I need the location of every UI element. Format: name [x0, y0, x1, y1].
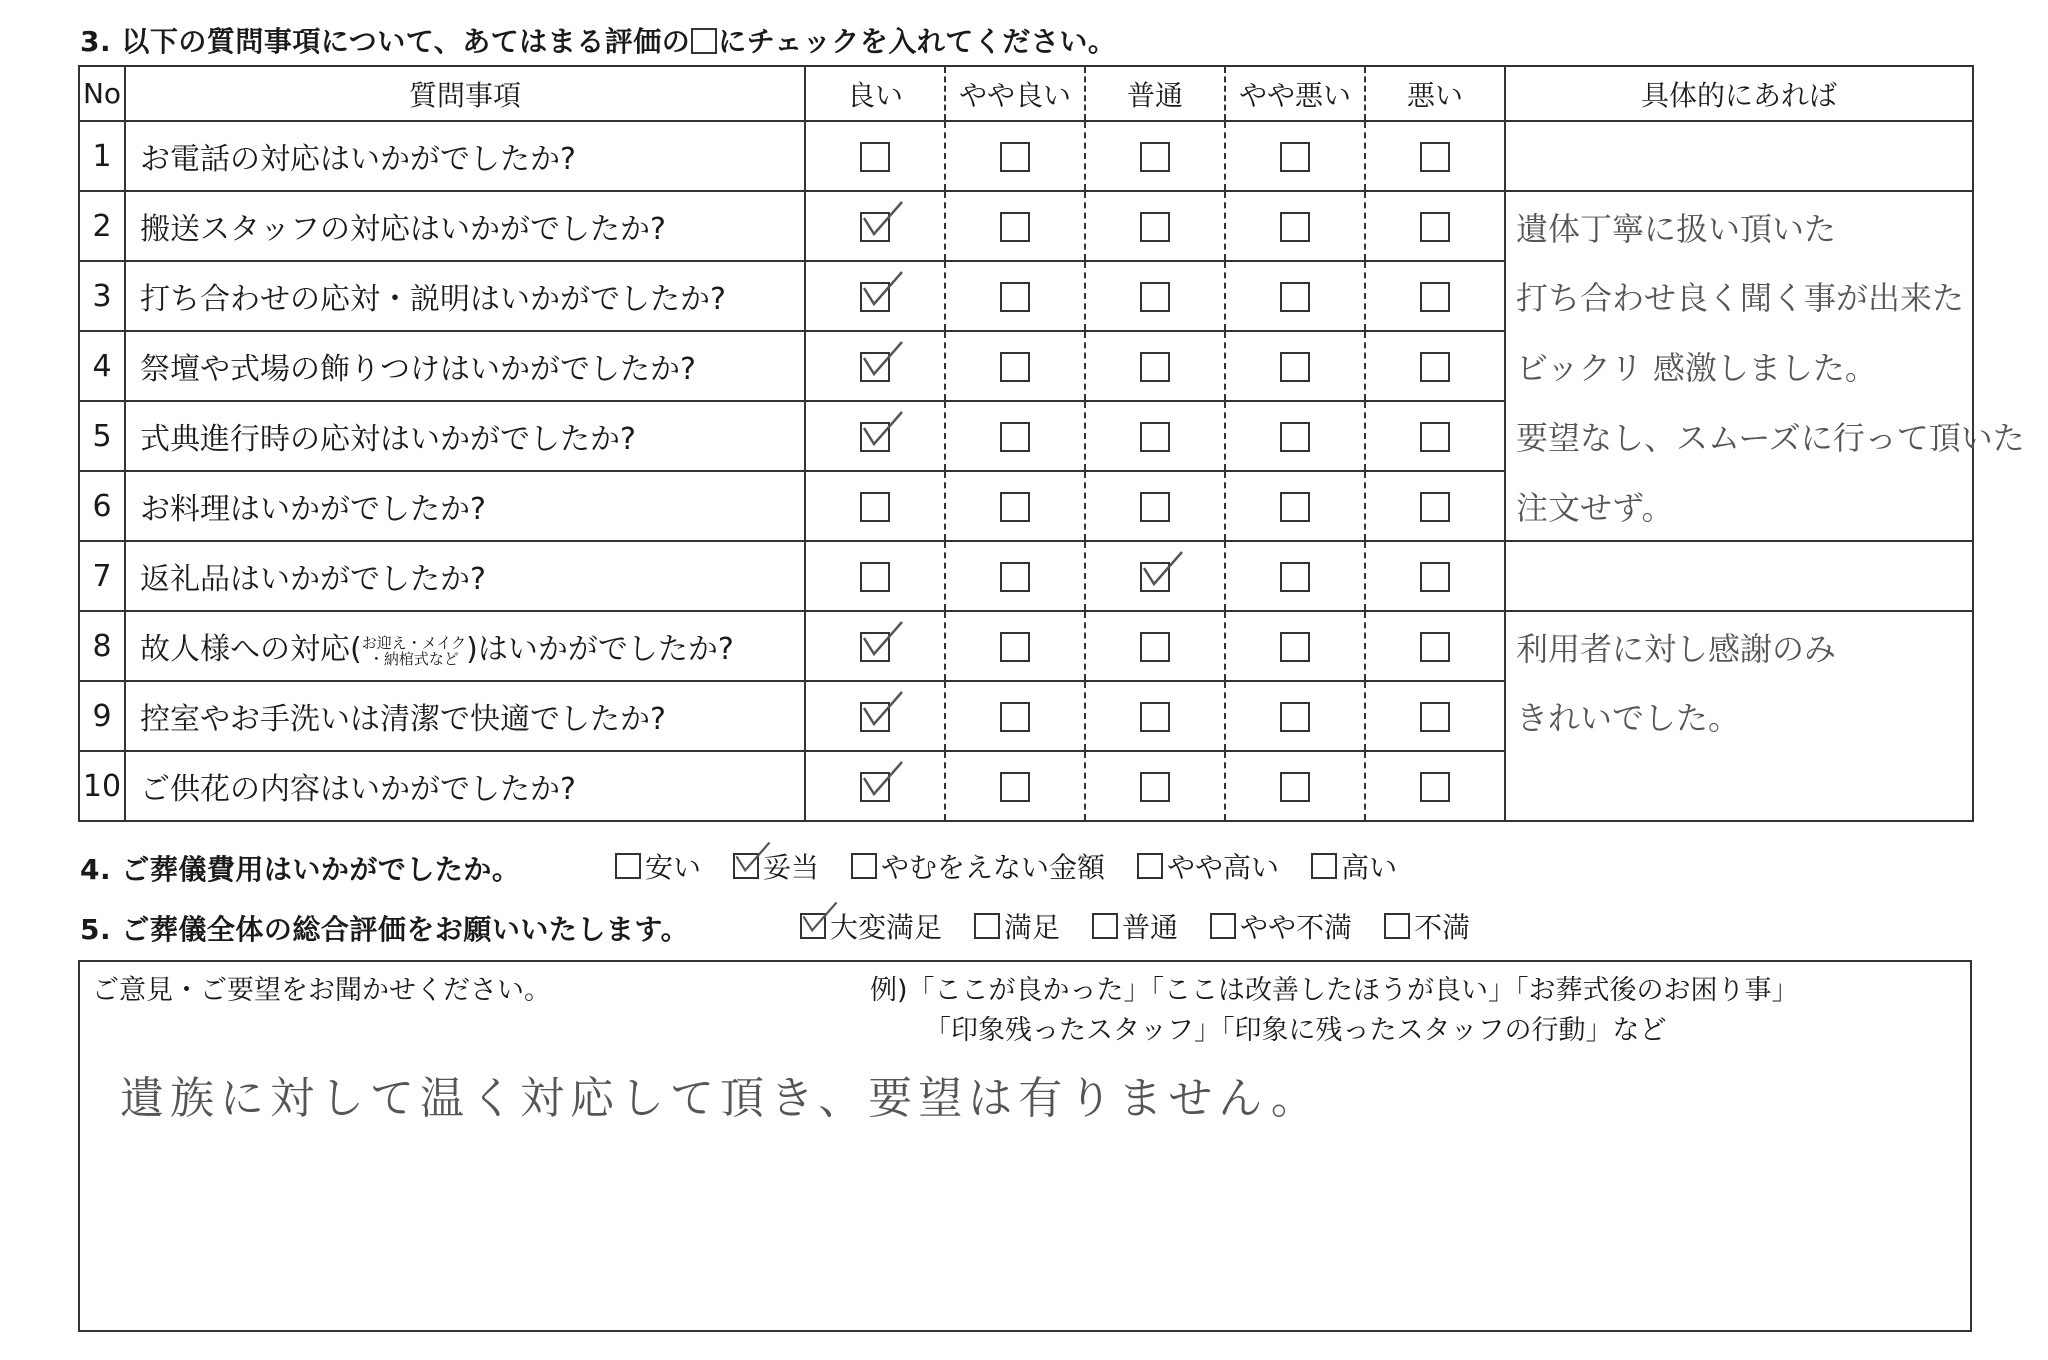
rating-checkbox[interactable] — [860, 282, 890, 312]
rating-cell — [1085, 191, 1225, 261]
rating-checkbox[interactable] — [1000, 352, 1030, 382]
row-number: 2 — [79, 191, 125, 261]
header-no: No — [79, 66, 125, 121]
rating-checkbox[interactable] — [860, 702, 890, 732]
small-note-line2: ・納棺式など — [368, 649, 459, 668]
section4-option[interactable] — [851, 846, 1105, 886]
rating-cell — [1085, 751, 1225, 821]
rating-cell — [1365, 121, 1505, 191]
small-note-line1: お迎え・メイク — [361, 633, 467, 652]
rating-checkbox[interactable] — [1420, 142, 1450, 172]
section4-option-label: 高い — [1341, 851, 1398, 884]
section4-options — [615, 846, 1429, 886]
row-number: 1 — [79, 121, 125, 191]
rating-cell — [1225, 541, 1365, 611]
row-number: 5 — [79, 401, 125, 471]
question-small-note — [362, 635, 466, 667]
rating-cell — [805, 331, 945, 401]
rating-cell — [1365, 611, 1505, 681]
detail-note: ビックリ 感激しました。 — [1505, 331, 1973, 401]
rating-checkbox[interactable] — [1420, 772, 1450, 802]
row-number: 9 — [79, 681, 125, 751]
rating-cell — [1085, 541, 1225, 611]
detail-note: 打ち合わせ良く聞く事が出来た — [1505, 261, 1973, 331]
section5-option[interactable] — [800, 906, 942, 946]
rating-checkbox[interactable] — [1000, 562, 1030, 592]
section5-title: 5. ご葬儀全体の総合評価をお願いいたします。 — [80, 913, 690, 946]
rating-cell — [1085, 401, 1225, 471]
rating-cell — [1365, 751, 1505, 821]
row-question: 祭壇や式場の飾りつけはいかがでしたか? — [125, 331, 805, 401]
rating-cell — [945, 681, 1085, 751]
rating-cell — [1365, 681, 1505, 751]
rating-checkbox[interactable] — [1140, 562, 1170, 592]
rating-checkbox[interactable] — [1140, 632, 1170, 662]
table-row — [79, 751, 1973, 821]
table-header-row — [79, 66, 1973, 121]
rating-cell — [1225, 401, 1365, 471]
check-mark-icon — [860, 198, 906, 244]
header-rating-good: 良い — [805, 66, 945, 121]
rating-checkbox[interactable] — [1280, 142, 1310, 172]
section4-option-checkbox[interactable] — [1137, 853, 1163, 879]
rating-checkbox[interactable] — [1280, 492, 1310, 522]
rating-checkbox[interactable] — [1280, 702, 1310, 732]
question-prefix: 故人様への対応( — [140, 632, 362, 667]
rating-checkbox[interactable] — [1140, 142, 1170, 172]
section5-option-label: 満足 — [1004, 911, 1061, 944]
detail-note — [1505, 121, 1973, 191]
section3-title-after: にチェックを入れてください。 — [718, 25, 1117, 58]
table-row — [79, 401, 1973, 471]
opinion-label: ご意見・ご要望をお聞かせください。 — [92, 975, 551, 1006]
opinion-handwritten-text: 遺族に対して温く対応して頂き、要望は有りません。 — [120, 1073, 1321, 1124]
rating-checkbox[interactable] — [1000, 772, 1030, 802]
rating-checkbox[interactable] — [1000, 632, 1030, 662]
row-number: 3 — [79, 261, 125, 331]
section5-option-label: 不満 — [1414, 911, 1471, 944]
rating-cell — [1225, 751, 1365, 821]
table-row — [79, 611, 1973, 681]
section5-option[interactable] — [1092, 906, 1178, 946]
rating-checkbox[interactable] — [1000, 422, 1030, 452]
row-question: 打ち合わせの応対・説明はいかがでしたか? — [125, 261, 805, 331]
rating-checkbox[interactable] — [1280, 212, 1310, 242]
row-question: 控室やお手洗いは清潔で快適でしたか? — [125, 681, 805, 751]
section5-options — [800, 906, 1502, 946]
section5-option-checkbox[interactable] — [1210, 913, 1236, 939]
rating-cell — [1225, 121, 1365, 191]
section4-option-checkbox[interactable] — [1311, 853, 1337, 879]
evaluation-table — [78, 65, 2025, 822]
detail-note: きれいでした。 — [1505, 681, 1973, 751]
section3-title — [80, 20, 1116, 60]
rating-checkbox[interactable] — [1140, 702, 1170, 732]
rating-cell — [1225, 331, 1365, 401]
rating-checkbox[interactable] — [1280, 632, 1310, 662]
rating-cell — [805, 751, 945, 821]
rating-checkbox[interactable] — [1420, 212, 1450, 242]
rating-cell — [1085, 121, 1225, 191]
check-mark-icon — [860, 618, 906, 664]
rating-checkbox[interactable] — [1140, 282, 1170, 312]
rating-cell — [805, 121, 945, 191]
rating-cell — [1365, 541, 1505, 611]
check-mark-icon — [860, 758, 906, 804]
section5-option[interactable] — [1384, 906, 1470, 946]
row-number: 10 — [79, 751, 125, 821]
row-number: 4 — [79, 331, 125, 401]
rating-checkbox[interactable] — [1000, 142, 1030, 172]
rating-cell — [945, 611, 1085, 681]
detail-note: 要望なし、スムーズに行って頂いた — [1505, 401, 1973, 471]
detail-note — [1505, 541, 1973, 611]
section4-option-label: やむをえない金額 — [881, 851, 1106, 884]
rating-checkbox[interactable] — [1420, 632, 1450, 662]
row-question: お電話の対応はいかがでしたか? — [125, 121, 805, 191]
rating-checkbox[interactable] — [1140, 422, 1170, 452]
header-question: 質問事項 — [125, 66, 805, 121]
rating-checkbox[interactable] — [1000, 702, 1030, 732]
rating-cell — [805, 191, 945, 261]
rating-cell — [1085, 331, 1225, 401]
rating-checkbox[interactable] — [1280, 282, 1310, 312]
table-row — [79, 191, 1973, 261]
table-row — [79, 541, 1973, 611]
section5-option-label: 普通 — [1122, 911, 1179, 944]
checkbox-glyph-icon — [691, 28, 717, 54]
section5-option[interactable] — [974, 906, 1060, 946]
question-suffix: )はいかがでしたか? — [466, 632, 734, 667]
rating-cell — [1365, 261, 1505, 331]
rating-checkbox[interactable] — [860, 562, 890, 592]
rating-checkbox[interactable] — [860, 772, 890, 802]
table-row — [79, 121, 1973, 191]
rating-cell — [945, 261, 1085, 331]
opinion-example-line2: 「印象残ったスタッフ」「印象に残ったスタッフの行動」など — [924, 1015, 1667, 1046]
rating-cell — [1085, 681, 1225, 751]
section5-option-checkbox[interactable] — [1092, 913, 1118, 939]
rating-checkbox[interactable] — [1280, 772, 1310, 802]
rating-checkbox[interactable] — [1280, 352, 1310, 382]
row-question: ご供花の内容はいかがでしたか? — [125, 751, 805, 821]
rating-cell — [1085, 261, 1225, 331]
rating-checkbox[interactable] — [1000, 492, 1030, 522]
rating-checkbox[interactable] — [1140, 492, 1170, 522]
section4-option[interactable] — [1137, 846, 1279, 886]
rating-cell — [945, 471, 1085, 541]
rating-checkbox[interactable] — [1000, 282, 1030, 312]
section5-option-label: やや不満 — [1240, 911, 1353, 944]
rating-cell — [1365, 331, 1505, 401]
opinion-example-line1: 例)「ここが良かった」「ここは改善したほうが良い」「お葬式後のお困り事」 — [870, 975, 1799, 1006]
rating-cell — [1085, 611, 1225, 681]
rating-cell — [945, 401, 1085, 471]
rating-cell — [945, 121, 1085, 191]
rating-checkbox[interactable] — [1140, 212, 1170, 242]
row-question: お料理はいかがでしたか? — [125, 471, 805, 541]
section4-option-label: 妥当 — [763, 851, 820, 884]
rating-cell — [1365, 401, 1505, 471]
detail-note: 注文せず。 — [1505, 471, 1973, 541]
section5-option[interactable] — [1210, 906, 1352, 946]
rating-cell — [945, 191, 1085, 261]
check-mark-icon — [733, 839, 773, 879]
section4-option[interactable] — [733, 846, 819, 886]
rating-cell — [1365, 191, 1505, 261]
row-question: 搬送スタッフの対応はいかがでしたか? — [125, 191, 805, 261]
section5-option-checkbox[interactable] — [974, 913, 1000, 939]
rating-checkbox[interactable] — [1280, 562, 1310, 592]
rating-checkbox[interactable] — [1280, 422, 1310, 452]
rating-checkbox[interactable] — [1420, 282, 1450, 312]
check-mark-icon — [860, 338, 906, 384]
rating-cell — [805, 681, 945, 751]
row-question — [125, 611, 805, 681]
rating-cell — [805, 541, 945, 611]
rating-checkbox[interactable] — [860, 422, 890, 452]
header-detail: 具体的にあれば — [1505, 66, 1973, 121]
rating-cell — [945, 331, 1085, 401]
rating-checkbox[interactable] — [1420, 422, 1450, 452]
check-mark-icon — [860, 688, 906, 734]
header-rating-fairly-bad: やや悪い — [1225, 66, 1365, 121]
section5-option-checkbox[interactable] — [1384, 913, 1410, 939]
detail-note: 利用者に対し感謝のみ — [1505, 611, 1973, 681]
check-mark-icon — [860, 268, 906, 314]
rating-checkbox[interactable] — [1140, 352, 1170, 382]
rating-checkbox[interactable] — [860, 352, 890, 382]
check-mark-icon — [800, 899, 840, 939]
section4-option-checkbox[interactable] — [733, 853, 759, 879]
rating-cell — [945, 541, 1085, 611]
rating-cell — [805, 401, 945, 471]
section4-title: 4. ご葬儀費用はいかがでしたか。 — [80, 853, 521, 886]
row-number: 7 — [79, 541, 125, 611]
section4-option-checkbox[interactable] — [851, 853, 877, 879]
rating-cell — [1225, 191, 1365, 261]
rating-cell — [1365, 471, 1505, 541]
rating-cell — [1225, 611, 1365, 681]
header-rating-fairly-good: やや良い — [945, 66, 1085, 121]
header-rating-average: 普通 — [1085, 66, 1225, 121]
section4-option[interactable] — [1311, 846, 1397, 886]
detail-note — [1505, 751, 1973, 821]
rating-cell — [805, 261, 945, 331]
row-number: 8 — [79, 611, 125, 681]
rating-cell — [1225, 471, 1365, 541]
section4-option-label: 安い — [645, 851, 702, 884]
rating-cell — [805, 611, 945, 681]
rating-checkbox[interactable] — [860, 492, 890, 522]
rating-checkbox[interactable] — [1420, 562, 1450, 592]
section5-option-label: 大変満足 — [830, 911, 943, 944]
section3-title-before: 3. 以下の質問事項について、あてはまる評価の — [80, 25, 691, 58]
rating-cell — [945, 751, 1085, 821]
check-mark-icon — [860, 408, 906, 454]
rating-cell — [1085, 471, 1225, 541]
rating-checkbox[interactable] — [1420, 352, 1450, 382]
check-mark-icon — [1140, 548, 1186, 594]
rating-checkbox[interactable] — [860, 142, 890, 172]
rating-checkbox[interactable] — [1420, 492, 1450, 522]
section4-option[interactable] — [615, 846, 701, 886]
rating-checkbox[interactable] — [860, 212, 890, 242]
table-row — [79, 681, 1973, 751]
rating-checkbox[interactable] — [1140, 772, 1170, 802]
table-row — [79, 471, 1973, 541]
section4-option-checkbox[interactable] — [615, 853, 641, 879]
rating-cell — [1225, 681, 1365, 751]
detail-note: 遺体丁寧に扱い頂いた — [1505, 191, 1973, 261]
header-rating-bad: 悪い — [1365, 66, 1505, 121]
section5-option-checkbox[interactable] — [800, 913, 826, 939]
table-row — [79, 261, 1973, 331]
rating-checkbox[interactable] — [860, 632, 890, 662]
rating-checkbox[interactable] — [1420, 702, 1450, 732]
rating-cell — [805, 471, 945, 541]
row-number: 6 — [79, 471, 125, 541]
row-question: 式典進行時の応対はいかがでしたか? — [125, 401, 805, 471]
section4-option-label: やや高い — [1167, 851, 1280, 884]
rating-checkbox[interactable] — [1000, 212, 1030, 242]
row-question: 返礼品はいかがでしたか? — [125, 541, 805, 611]
table-row — [79, 331, 1973, 401]
opinion-box[interactable] — [78, 960, 1972, 1332]
rating-cell — [1225, 261, 1365, 331]
